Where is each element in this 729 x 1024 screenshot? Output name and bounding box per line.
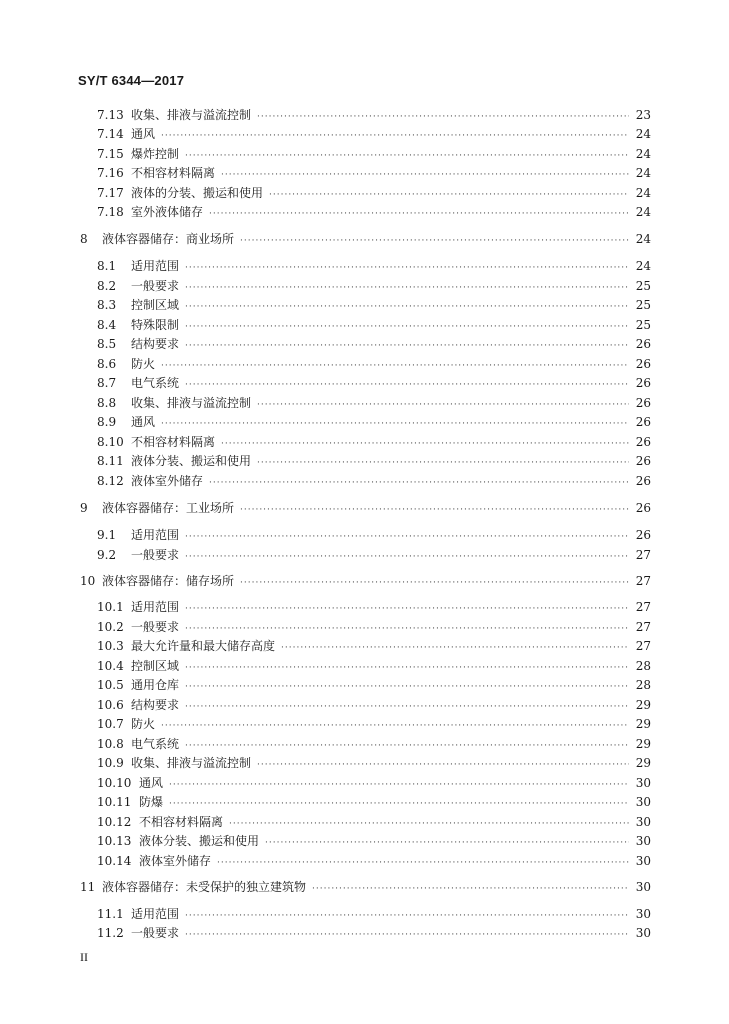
dot-leader — [221, 437, 629, 451]
toc-entry-number: 7.15 — [97, 147, 124, 161]
toc-entry-page: 30 — [635, 795, 651, 809]
toc-entry-title: 不相容材料隔离 — [131, 435, 216, 449]
dot-leader — [240, 503, 629, 517]
toc-section-entry[interactable] — [97, 548, 651, 564]
page-number: II — [80, 950, 88, 964]
toc-entry-number: 8.1 — [97, 259, 117, 273]
toc-entry-title: 特殊限制 — [131, 318, 180, 332]
toc-entry-number: 7.16 — [97, 166, 124, 180]
toc-section-entry[interactable] — [97, 279, 651, 295]
toc-entry-number: 8.12 — [97, 474, 124, 488]
toc-entry-page: 24 — [635, 127, 651, 141]
toc-entry-title: 通风 — [131, 127, 156, 141]
toc-entry-title: 一般要求 — [131, 548, 180, 562]
toc-entry-page: 27 — [635, 620, 651, 634]
dot-leader — [185, 300, 629, 314]
toc-entry-page: 24 — [635, 232, 651, 246]
dot-leader — [312, 882, 629, 896]
dot-leader — [281, 641, 629, 655]
toc-entry-page: 26 — [635, 396, 651, 410]
toc-entry-number: 8.8 — [97, 396, 117, 410]
toc-entry-title: 液体容器储存：未受保护的独立建筑物 — [102, 880, 307, 894]
toc-entry-page: 25 — [635, 279, 651, 293]
toc-entry-number: 10.2 — [97, 620, 124, 634]
toc-entry-number: 11.1 — [97, 907, 124, 921]
toc-chapter-entry[interactable] — [80, 501, 651, 517]
dot-leader — [185, 339, 629, 353]
toc-entry-title: 液体容器储存：商业场所 — [102, 232, 235, 246]
toc-entry-number: 8.2 — [97, 279, 117, 293]
dot-leader — [185, 378, 629, 392]
toc-section-entry[interactable] — [97, 396, 651, 412]
toc-entry-page: 28 — [635, 659, 651, 673]
toc-entry-number: 8.3 — [97, 298, 117, 312]
toc-entry-page: 30 — [635, 907, 651, 921]
toc-section-entry[interactable] — [97, 318, 651, 334]
dot-leader — [209, 476, 629, 490]
toc-entry-page: 27 — [635, 574, 651, 588]
toc-entry-title: 液体的分装、搬运和使用 — [131, 186, 264, 200]
toc-entry-number: 8.9 — [97, 415, 117, 429]
dot-leader — [185, 530, 629, 544]
toc-entry-number: 7.13 — [97, 108, 124, 122]
toc-entry-page: 30 — [635, 880, 651, 894]
toc-entry-title: 液体容器储存：储存场所 — [102, 574, 235, 588]
toc-entry-number: 9 — [80, 501, 88, 515]
dot-leader — [257, 456, 629, 470]
toc-entry-title: 液体容器储存：工业场所 — [102, 501, 235, 515]
dot-leader — [185, 320, 629, 334]
toc-entry-page: 26 — [635, 337, 651, 351]
dot-leader — [161, 129, 629, 143]
toc-entry-title: 收集、排液与溢流控制 — [131, 108, 252, 122]
toc-section-entry[interactable] — [97, 127, 651, 143]
toc-entry-page: 26 — [635, 501, 651, 515]
toc-entry-page: 24 — [635, 205, 651, 219]
toc-entry-number: 10.6 — [97, 698, 124, 712]
toc-section-entry[interactable] — [97, 337, 651, 353]
toc-chapter-entry[interactable] — [80, 574, 651, 590]
toc-section-entry[interactable] — [97, 415, 651, 431]
toc-entry-number: 10.4 — [97, 659, 124, 673]
toc-entry-page: 27 — [635, 600, 651, 614]
document-id-header: SY/T 6344—2017 — [78, 73, 185, 88]
dot-leader — [185, 680, 629, 694]
toc-entry-page: 29 — [635, 717, 651, 731]
toc-entry-title: 收集、排液与溢流控制 — [131, 396, 252, 410]
toc-section-entry[interactable] — [97, 357, 651, 373]
toc-entry-number: 10.14 — [97, 854, 132, 868]
toc-entry-number: 8.11 — [97, 454, 124, 468]
toc-entry-page: 30 — [635, 776, 651, 790]
toc-entry-title: 电气系统 — [131, 737, 180, 751]
toc-section-entry[interactable] — [97, 698, 651, 714]
dot-leader — [185, 602, 629, 616]
toc-entry-title: 不相容材料隔离 — [131, 166, 216, 180]
toc-section-entry[interactable] — [97, 907, 651, 923]
toc-entry-page: 24 — [635, 166, 651, 180]
toc-entry-page: 26 — [635, 528, 651, 542]
toc-entry-page: 26 — [635, 435, 651, 449]
toc-entry-title: 适用范围 — [131, 907, 180, 921]
toc-chapter-entry[interactable] — [80, 880, 651, 896]
toc-entry-number: 10.13 — [97, 834, 132, 848]
toc-entry-title: 结构要求 — [131, 337, 180, 351]
toc-entry-title: 通用仓库 — [131, 678, 180, 692]
dot-leader — [185, 700, 629, 714]
dot-leader — [185, 550, 629, 564]
toc-entry-number: 7.18 — [97, 205, 124, 219]
toc-entry-page: 24 — [635, 186, 651, 200]
toc-entry-number: 10.11 — [97, 795, 132, 809]
toc-entry-number: 10.5 — [97, 678, 124, 692]
toc-entry-number: 8.4 — [97, 318, 117, 332]
toc-section-entry[interactable] — [97, 717, 651, 733]
toc-section-entry[interactable] — [97, 639, 651, 655]
toc-entry-page: 25 — [635, 298, 651, 312]
dot-leader — [229, 817, 629, 831]
toc-entry-page: 24 — [635, 259, 651, 273]
toc-entry-title: 适用范围 — [131, 600, 180, 614]
toc-entry-page: 30 — [635, 815, 651, 829]
toc-entry-page: 24 — [635, 147, 651, 161]
toc-entry-title: 室外液体储存 — [131, 205, 204, 219]
toc-entry-title: 通风 — [131, 415, 156, 429]
toc-entry-number: 8.5 — [97, 337, 117, 351]
toc-entry-number: 8.6 — [97, 357, 117, 371]
toc-entry-number: 10.1 — [97, 600, 124, 614]
toc-entry-number: 10.8 — [97, 737, 124, 751]
dot-leader — [185, 622, 629, 636]
dot-leader — [185, 661, 629, 675]
toc-section-entry[interactable] — [97, 776, 651, 792]
toc-section-entry[interactable] — [97, 205, 651, 221]
toc-entry-page: 26 — [635, 376, 651, 390]
dot-leader — [185, 261, 629, 275]
toc-entry-title: 液体室外储存 — [139, 854, 212, 868]
dot-leader — [257, 398, 629, 412]
toc-entry-page: 30 — [635, 926, 651, 940]
toc-section-entry[interactable] — [97, 756, 651, 772]
toc-entry-number: 10.10 — [97, 776, 132, 790]
toc-entry-page: 30 — [635, 834, 651, 848]
toc-entry-title: 防爆 — [139, 795, 164, 809]
toc-entry-page: 25 — [635, 318, 651, 332]
toc-entry-title: 最大允许量和最大储存高度 — [131, 639, 276, 653]
toc-entry-number: 8 — [80, 232, 88, 246]
dot-leader — [240, 234, 629, 248]
dot-leader — [217, 856, 629, 870]
toc-entry-number: 10.12 — [97, 815, 132, 829]
dot-leader — [161, 359, 629, 373]
toc-entry-page: 29 — [635, 737, 651, 751]
dot-leader — [161, 417, 629, 431]
toc-entry-title: 电气系统 — [131, 376, 180, 390]
dot-leader — [169, 797, 629, 811]
toc-entry-title: 防火 — [131, 717, 156, 731]
toc-section-entry[interactable] — [97, 435, 651, 451]
toc-entry-number: 9.2 — [97, 548, 117, 562]
dot-leader — [185, 909, 629, 923]
dot-leader — [185, 281, 629, 295]
toc-entry-title: 适用范围 — [131, 528, 180, 542]
toc-entry-page: 26 — [635, 357, 651, 371]
toc-section-entry[interactable] — [97, 108, 651, 124]
toc-entry-number: 8.7 — [97, 376, 117, 390]
toc-section-entry[interactable] — [97, 259, 651, 275]
dot-leader — [257, 110, 629, 124]
toc-section-entry[interactable] — [97, 795, 651, 811]
toc-entry-number: 10.7 — [97, 717, 124, 731]
toc-entry-page: 26 — [635, 415, 651, 429]
toc-entry-title: 爆炸控制 — [131, 147, 180, 161]
toc-entry-title: 不相容材料隔离 — [139, 815, 224, 829]
toc-section-entry[interactable] — [97, 815, 651, 831]
toc-entry-number: 8.10 — [97, 435, 124, 449]
toc-entry-title: 防火 — [131, 357, 156, 371]
dot-leader — [221, 168, 629, 182]
toc-entry-number: 7.14 — [97, 127, 124, 141]
toc-section-entry[interactable] — [97, 600, 651, 616]
toc-entry-page: 27 — [635, 639, 651, 653]
toc-entry-page: 29 — [635, 756, 651, 770]
toc-entry-number: 10.3 — [97, 639, 124, 653]
toc-entry-number: 11 — [80, 880, 96, 894]
toc-entry-title: 通风 — [139, 776, 164, 790]
dot-leader — [169, 778, 629, 792]
dot-leader — [185, 149, 629, 163]
dot-leader — [185, 928, 629, 942]
toc-section-entry[interactable] — [97, 147, 651, 163]
toc-entry-number: 9.1 — [97, 528, 117, 542]
toc-entry-page: 29 — [635, 698, 651, 712]
toc-entry-title: 结构要求 — [131, 698, 180, 712]
toc-entry-page: 26 — [635, 474, 651, 488]
toc-entry-page: 30 — [635, 854, 651, 868]
toc-chapter-entry[interactable] — [80, 232, 651, 248]
toc-section-entry[interactable] — [97, 834, 651, 850]
dot-leader — [240, 576, 629, 590]
toc-entry-page: 23 — [635, 108, 651, 122]
toc-entry-number: 10 — [80, 574, 96, 588]
toc-section-entry[interactable] — [97, 298, 651, 314]
toc-entry-number: 11.2 — [97, 926, 124, 940]
toc-section-entry[interactable] — [97, 620, 651, 636]
toc-entry-number: 7.17 — [97, 186, 124, 200]
toc-entry-title: 控制区域 — [131, 298, 180, 312]
toc-entry-page: 26 — [635, 454, 651, 468]
toc-section-entry[interactable] — [97, 854, 651, 870]
dot-leader — [185, 739, 629, 753]
toc-section-entry[interactable] — [97, 528, 651, 544]
dot-leader — [161, 719, 629, 733]
toc-section-entry[interactable] — [97, 659, 651, 675]
toc-entry-title: 液体分装、搬运和使用 — [131, 454, 252, 468]
toc-entry-title: 收集、排液与溢流控制 — [131, 756, 252, 770]
toc-entry-page: 27 — [635, 548, 651, 562]
dot-leader — [265, 836, 629, 850]
toc-entry-title: 一般要求 — [131, 279, 180, 293]
toc-entry-title: 控制区域 — [131, 659, 180, 673]
toc-section-entry[interactable] — [97, 376, 651, 392]
toc-entry-title: 一般要求 — [131, 620, 180, 634]
dot-leader — [209, 207, 629, 221]
toc-entry-title: 一般要求 — [131, 926, 180, 940]
toc-section-entry[interactable] — [97, 926, 651, 942]
toc-entry-title: 液体分装、搬运和使用 — [139, 834, 260, 848]
toc-entry-page: 28 — [635, 678, 651, 692]
toc-section-entry[interactable] — [97, 474, 651, 490]
toc-entry-title: 适用范围 — [131, 259, 180, 273]
toc-section-entry[interactable] — [97, 737, 651, 753]
toc-section-entry[interactable] — [97, 186, 651, 202]
toc-entry-number: 10.9 — [97, 756, 124, 770]
toc-section-entry[interactable] — [97, 166, 651, 182]
toc-section-entry[interactable] — [97, 678, 651, 694]
dot-leader — [257, 758, 629, 772]
dot-leader — [269, 188, 629, 202]
toc-entry-title: 液体室外储存 — [131, 474, 204, 488]
toc-section-entry[interactable] — [97, 454, 651, 470]
